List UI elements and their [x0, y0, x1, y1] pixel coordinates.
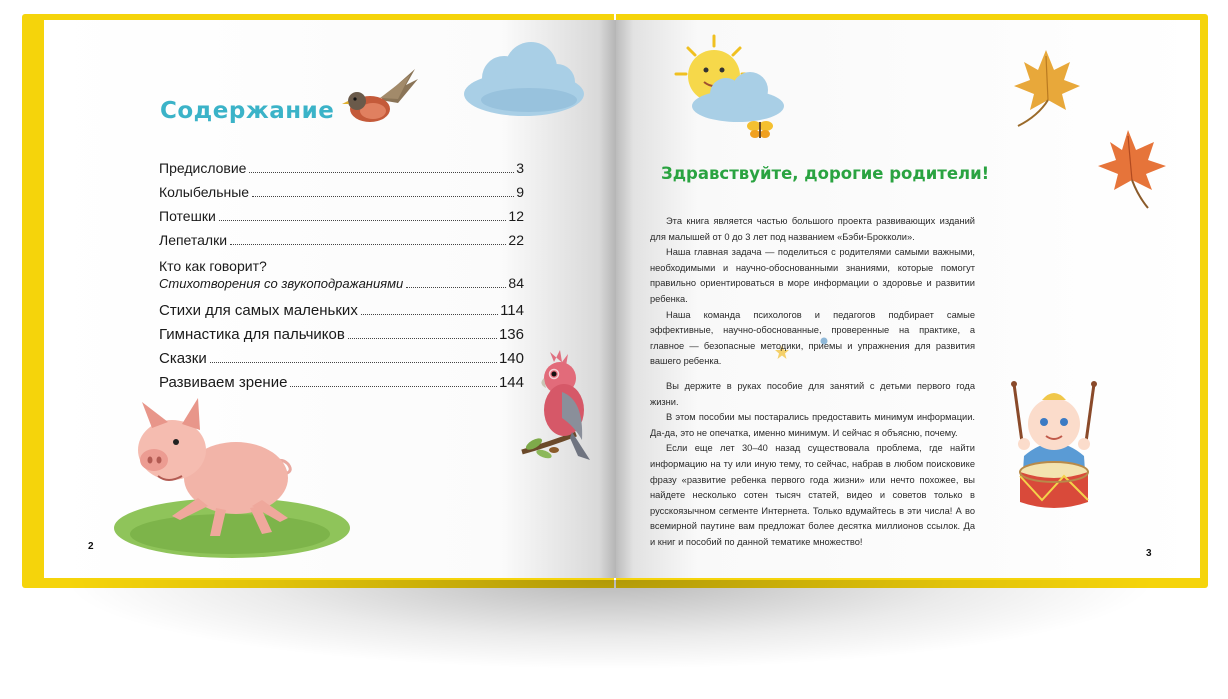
toc-entry-page: 84 [508, 275, 524, 291]
maple-leaf-2-illustration [1094, 124, 1172, 210]
paragraph: Наша главная задача — поделиться с родителями самыми важными, необходимыми и научно-обоснованными знаниями, которые помогут правильно ориентироваться в море информации о здоровье и развитии ребенка. [650, 247, 975, 304]
toc-leader-dots [249, 172, 514, 173]
paragraph: Наша команда психологов и педагогов подбирает самые эффективные, научно-обоснованные, проверенные на практике, а главное — безопасные методики, приемы и упражнения для развития вашего ребенка. [650, 309, 975, 367]
toc-entry[interactable] [159, 232, 524, 248]
toc-leader-dots [219, 220, 507, 221]
toc-leader-dots [348, 338, 497, 339]
left-page [44, 20, 616, 578]
paragraph: В этом пособии мы постарались предоставить минимум информации. Да-да, это не опечатка, именно минимум. И сейчас я объясню, почему. [650, 412, 975, 438]
toc-leader-dots [361, 314, 498, 315]
toc-entry-label[interactable]: Кто как говорит? [159, 258, 267, 274]
toc-entry[interactable] [159, 275, 524, 291]
toc-entry-label: Потешки [159, 208, 216, 224]
toc-entry[interactable] [159, 160, 524, 176]
page-number: 2 [88, 541, 94, 552]
toc-entry-page: 9 [516, 184, 524, 200]
toc-entry-page: 114 [500, 302, 524, 319]
toc-entry[interactable] [159, 326, 524, 343]
toc-entry-label: Предисловие [159, 160, 247, 176]
body-text [650, 214, 975, 550]
paragraph: Эта книга является частью большого проекта развивающих изданий для малышей от 0 до 3 лет под названием «Бэби-Брокколи». [650, 216, 975, 242]
toc-leader-dots [406, 287, 506, 288]
maple-leaf-illustration [1008, 46, 1084, 130]
toc-entry-page: 136 [498, 326, 524, 343]
toc-leader-dots [290, 386, 497, 387]
book-shadow [60, 580, 1160, 670]
greeting-heading: Здравствуйте, дорогие родители! [661, 164, 990, 183]
pig-illustration [112, 394, 368, 560]
toc-entry-page: 3 [516, 160, 524, 176]
bird-illustration [340, 65, 420, 131]
toc-entry[interactable] [159, 208, 524, 224]
toc-entry[interactable] [159, 302, 524, 319]
parrot-illustration [520, 348, 606, 466]
baby-with-drum-illustration [1002, 380, 1106, 516]
toc-entry[interactable] [159, 184, 524, 200]
sun-with-cloud-illustration [668, 30, 798, 146]
toc-entry-label: Стихи для самых маленьких [159, 302, 358, 319]
toc-leader-dots [230, 244, 506, 245]
toc-entry-page: 12 [508, 208, 524, 224]
toc-entry-label: Колыбельные [159, 184, 250, 200]
paragraph: Вы держите в руках пособие для занятий с детьми первого года жизни. [650, 380, 975, 407]
toc-entry-sublabel: Стихотворения со звукоподражаниями [159, 276, 404, 291]
toc-entry[interactable] [159, 374, 524, 391]
toc-entry-label: Гимнастика для пальчиков [159, 326, 345, 343]
toc-entry-label: Лепеталки [159, 232, 228, 248]
cloud-illustration [459, 36, 589, 126]
toc-entry[interactable] [159, 350, 524, 367]
toc-entry-page: 144 [498, 374, 524, 391]
toc-entry-label: Сказки [159, 350, 207, 367]
toc-leader-dots [252, 196, 514, 197]
right-page [616, 20, 1200, 578]
toc-title: Содержание [160, 98, 335, 124]
toc-entry-label: Развиваем зрение [159, 374, 288, 391]
toc-entry-page: 22 [508, 232, 524, 248]
paragraph: Если еще лет 30–40 назад существовала проблема, где найти информацию на ту или иную тему, то сейчас, набрав в любом поисковике фразу «развитие ребенка первого года жизни» или нечто похожее, вы найдете несколько сотен тысяч статей, видео и советов только в русскоязычном сегменте Интернета. Только вдумайтесь в эти числа! А во всемирной паутине вам предложат более десятка миллионов ссылок. Да и книг и пособий по данной тематике множество! [650, 443, 975, 547]
page-number: 3 [1146, 548, 1152, 559]
toc-entry-page: 140 [498, 350, 524, 367]
toc-leader-dots [210, 362, 497, 363]
